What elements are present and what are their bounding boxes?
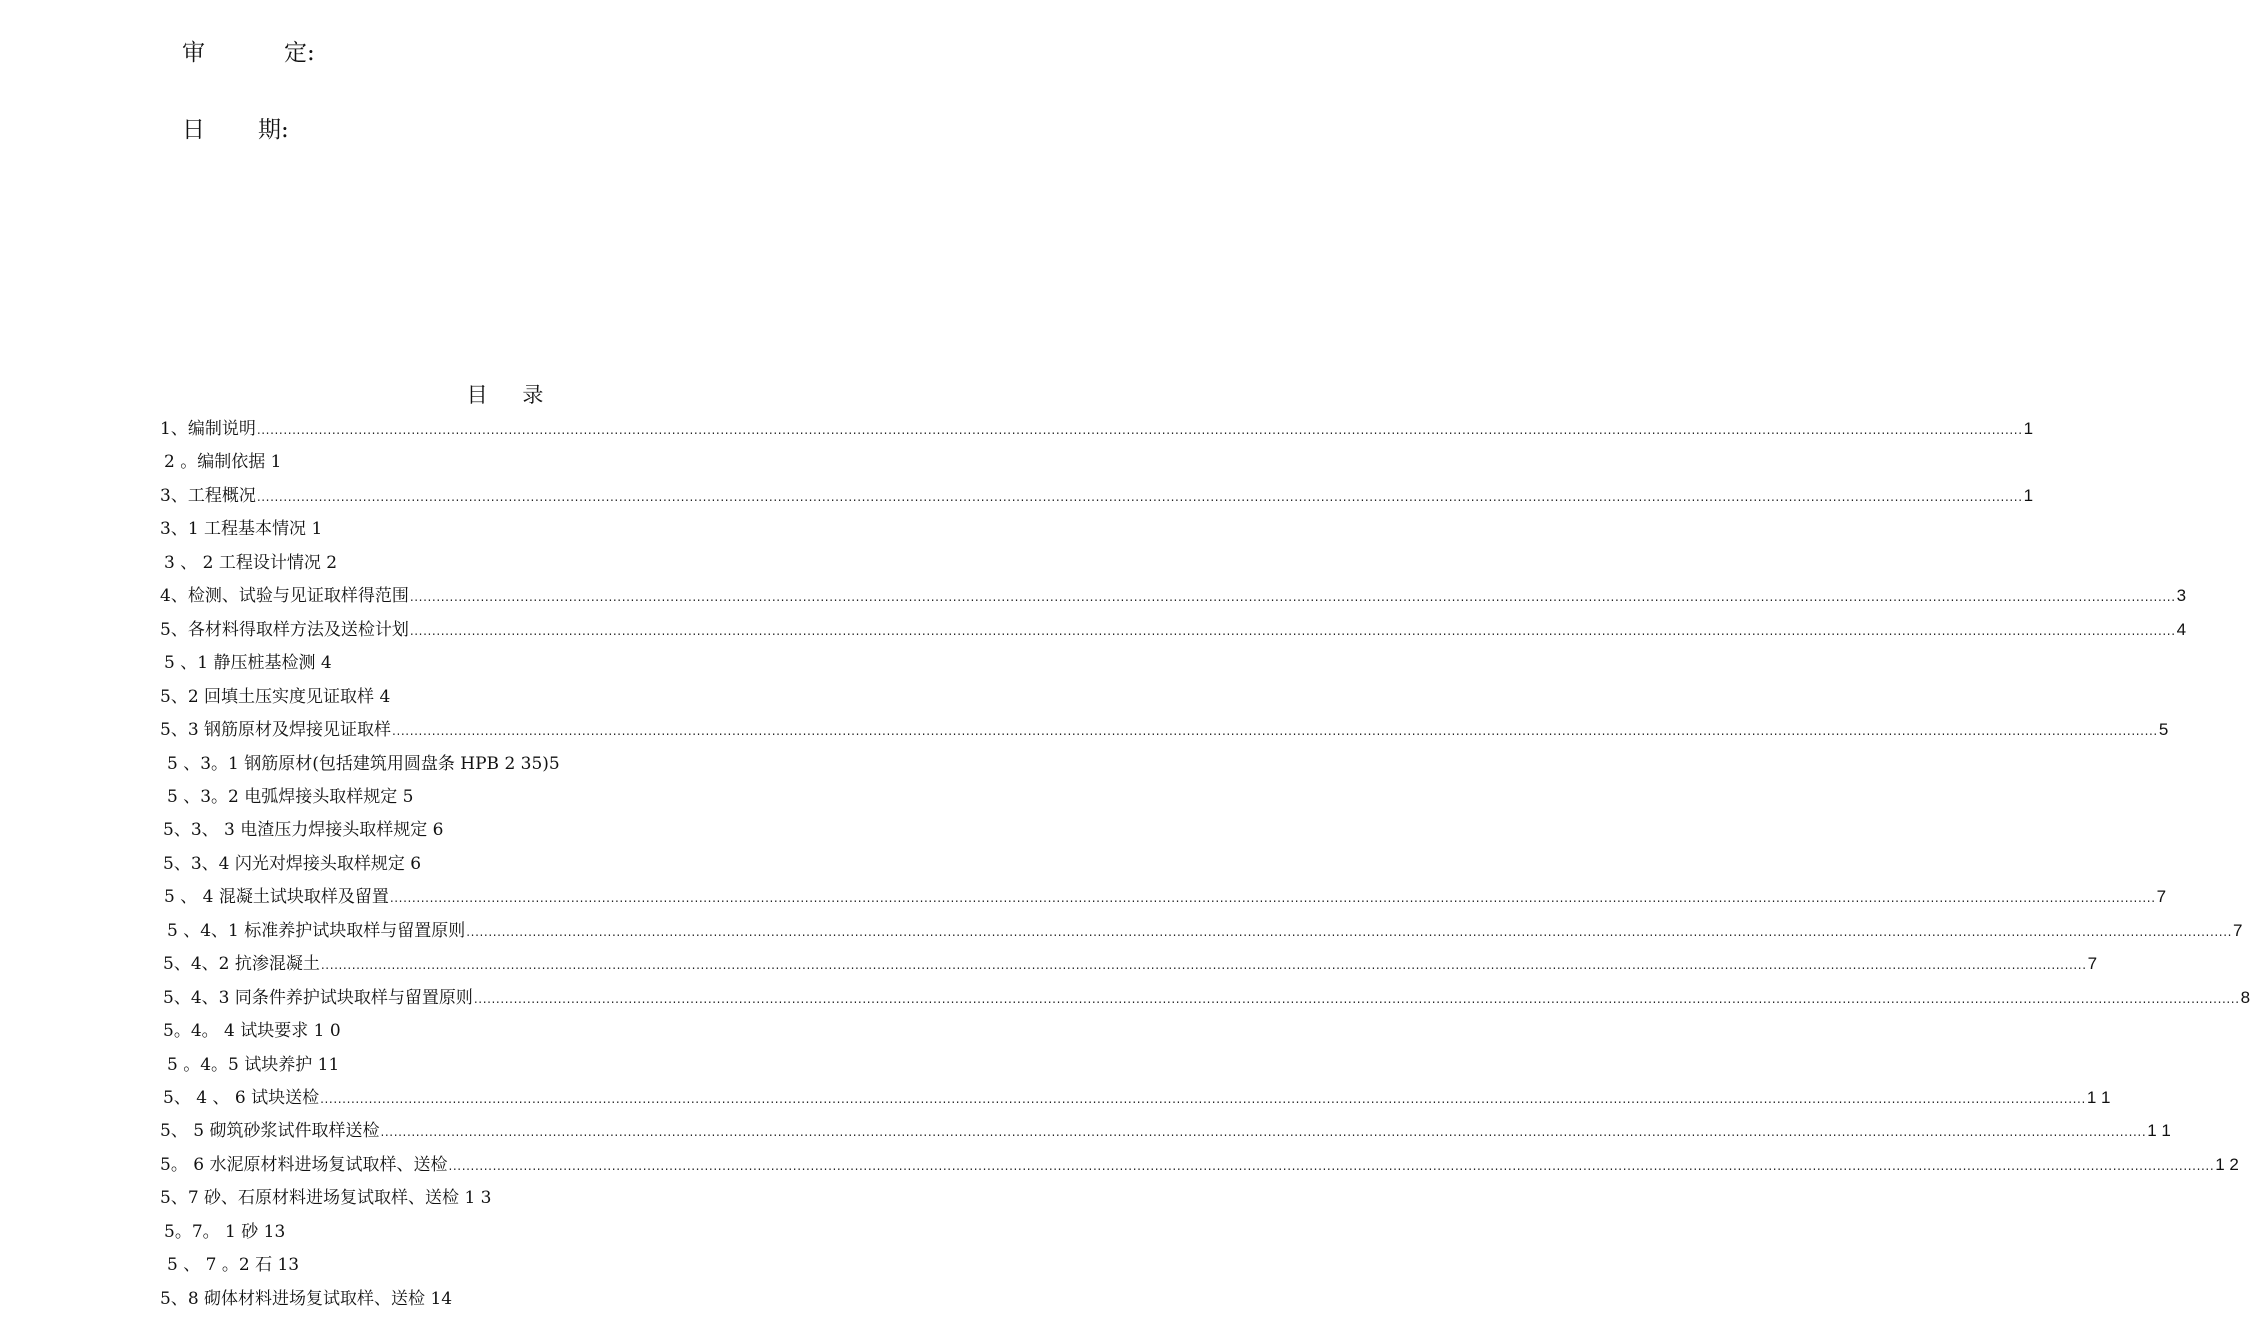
toc-page-number: 7 bbox=[2087, 954, 2098, 974]
toc-entry-title: 5。7。 1 砂 13 bbox=[164, 1221, 286, 1242]
toc-entry[interactable] bbox=[160, 715, 2169, 745]
toc-entry-title: 5 、1 静压桩基检测 4 bbox=[164, 653, 332, 674]
toc-page-number: 7 bbox=[2233, 920, 2243, 940]
toc-entry-title: 5、3 钢筋原材及焊接见证取样 bbox=[160, 720, 392, 741]
toc-entry-title: 5、3、4 闪光对焊接头取样规定 6 bbox=[163, 853, 422, 874]
toc-dot-leader: ................................................................................................................................................................................................................................................................................................................................................................................................................ bbox=[320, 1092, 2086, 1106]
toc-entry-title: 3、工程概况 bbox=[160, 485, 256, 506]
toc-entry-title: 5、4、2 抗渗混凝土 bbox=[163, 954, 320, 975]
toc-dot-leader: ................................................................................................................................................................................................................................................................................................................................................................................................................ bbox=[409, 590, 2176, 605]
toc-dot-leader: ................................................................................................................................................................................................................................................................................................................................................................................................................ bbox=[409, 623, 2176, 638]
toc-entry-title: 3、1 工程基本情况 1 bbox=[160, 519, 323, 540]
toc-entry-title: 5 、3。2 电弧焊接头取样规定 5 bbox=[167, 786, 414, 807]
toc-entry[interactable] bbox=[167, 749, 560, 779]
toc-entry[interactable] bbox=[160, 1116, 2171, 1146]
toc-dot-leader: ................................................................................................................................................................................................................................................................................................................................................................................................................ bbox=[448, 1158, 2215, 1173]
toc-dot-leader: ................................................................................................................................................................................................................................................................................................................................................................................................................ bbox=[466, 924, 2233, 939]
toc-entry[interactable] bbox=[163, 983, 2250, 1013]
toc-page-number: 4 bbox=[2176, 619, 2187, 639]
toc-entry[interactable] bbox=[167, 1050, 339, 1080]
toc-entry[interactable] bbox=[164, 882, 2167, 912]
toc-entry-title: 5。 6 水泥原材料进场复试取样、送检 bbox=[160, 1154, 448, 1175]
date-label-suffix: 期: bbox=[258, 117, 289, 143]
review-signature-row bbox=[182, 34, 315, 67]
toc-page-number: 7 bbox=[2156, 887, 2167, 907]
toc-entry-title: 1、编制说明 bbox=[160, 419, 256, 439]
toc-entry-title: 3 、 2 工程设计情况 2 bbox=[164, 552, 338, 573]
toc-entry-title: 4、检测、试验与见证取样得范围 bbox=[160, 586, 409, 607]
date-signature-row bbox=[182, 111, 289, 144]
toc-entry[interactable] bbox=[163, 849, 421, 879]
toc-dot-leader: ................................................................................................................................................................................................................................................................................................................................................................................................................ bbox=[256, 423, 2023, 437]
toc-entry[interactable] bbox=[160, 481, 2034, 511]
toc-entry-title: 5 、 4 混凝土试块取样及留置 bbox=[164, 887, 389, 908]
toc-entry[interactable] bbox=[160, 1183, 491, 1213]
date-label-char: 日 bbox=[182, 117, 205, 143]
toc-page-number: 1 1 bbox=[2147, 1121, 2171, 1141]
toc-entry[interactable] bbox=[164, 447, 281, 477]
toc-entry[interactable] bbox=[163, 1083, 2111, 1113]
toc-entry-title: 5 、 7 。2 石 13 bbox=[167, 1255, 300, 1276]
review-label-char: 审 bbox=[182, 40, 205, 66]
toc-dot-leader: ................................................................................................................................................................................................................................................................................................................................................................................................................ bbox=[380, 1125, 2147, 1140]
toc-page-number: 1 2 bbox=[2215, 1154, 2239, 1174]
toc-page-number: 1 1 bbox=[2086, 1088, 2111, 1107]
toc-page-number: 1 bbox=[2023, 419, 2034, 438]
toc-entry[interactable] bbox=[167, 916, 2243, 946]
toc-page-number: 8 bbox=[2240, 987, 2250, 1007]
toc-page-number: 1 bbox=[2023, 485, 2034, 505]
toc-entry-title: 5、 5 砌筑砂浆试件取样送检 bbox=[160, 1121, 380, 1142]
toc-entry[interactable] bbox=[160, 581, 2187, 611]
toc-entry-title: 5。4。 4 试块要求 1 0 bbox=[163, 1021, 341, 1042]
toc-entry[interactable] bbox=[160, 414, 2034, 444]
toc-entry[interactable] bbox=[164, 1217, 285, 1247]
toc-entry[interactable] bbox=[160, 514, 322, 544]
toc-dot-leader: ................................................................................................................................................................................................................................................................................................................................................................................................................ bbox=[473, 991, 2240, 1006]
toc-entry-title: 5 、4、1 标准养护试块取样与留置原则 bbox=[167, 920, 466, 941]
toc-entry[interactable] bbox=[163, 1016, 341, 1046]
toc-dot-leader: ................................................................................................................................................................................................................................................................................................................................................................................................................ bbox=[389, 891, 2156, 906]
review-label-suffix: 定: bbox=[284, 40, 315, 66]
toc-entry[interactable] bbox=[160, 1284, 452, 1314]
toc-dot-leader: ................................................................................................................................................................................................................................................................................................................................................................................................................ bbox=[392, 724, 2158, 739]
toc-entry[interactable] bbox=[163, 815, 443, 845]
toc-entry[interactable] bbox=[164, 648, 332, 678]
toc-entry[interactable] bbox=[160, 682, 390, 712]
toc-entry-title: 5、7 砂、石原材料进场复试取样、送检 1 3 bbox=[160, 1188, 492, 1209]
toc-title: 目 录 bbox=[466, 383, 558, 407]
toc-entry-title: 2 。编制依据 1 bbox=[164, 452, 282, 473]
toc-dot-leader: ................................................................................................................................................................................................................................................................................................................................................................................................................ bbox=[320, 958, 2087, 973]
toc-entry[interactable] bbox=[167, 1250, 299, 1280]
toc-page-number: 3 bbox=[2176, 586, 2187, 606]
toc-entry[interactable] bbox=[167, 782, 413, 812]
toc-entry-title: 5 、3。1 钢筋原材(包括建筑用圆盘条 HPB 2 35)5 bbox=[167, 753, 560, 774]
toc-entry[interactable] bbox=[160, 1150, 2239, 1180]
toc-dot-leader: ................................................................................................................................................................................................................................................................................................................................................................................................................ bbox=[256, 489, 2023, 504]
toc-page-number: 5 bbox=[2158, 720, 2169, 740]
toc-entry-title: 5 。4。5 试块养护 11 bbox=[167, 1054, 340, 1075]
toc-entry-title: 5、2 回填土压实度见证取样 4 bbox=[160, 686, 391, 707]
toc-entry[interactable] bbox=[163, 949, 2098, 979]
toc-entry-title: 5、4、3 同条件养护试块取样与留置原则 bbox=[163, 987, 473, 1008]
toc-entry[interactable] bbox=[160, 615, 2187, 645]
toc-entry-title: 5、各材料得取样方法及送检计划 bbox=[160, 619, 409, 640]
toc-entry-title: 5、3、 3 电渣压力焊接头取样规定 6 bbox=[163, 820, 444, 841]
toc-entry-title: 5、8 砌体材料进场复试取样、送检 14 bbox=[160, 1288, 453, 1309]
toc-entry[interactable] bbox=[164, 548, 337, 578]
toc-entry-title: 5、 4 、 6 试块送检 bbox=[163, 1088, 320, 1108]
